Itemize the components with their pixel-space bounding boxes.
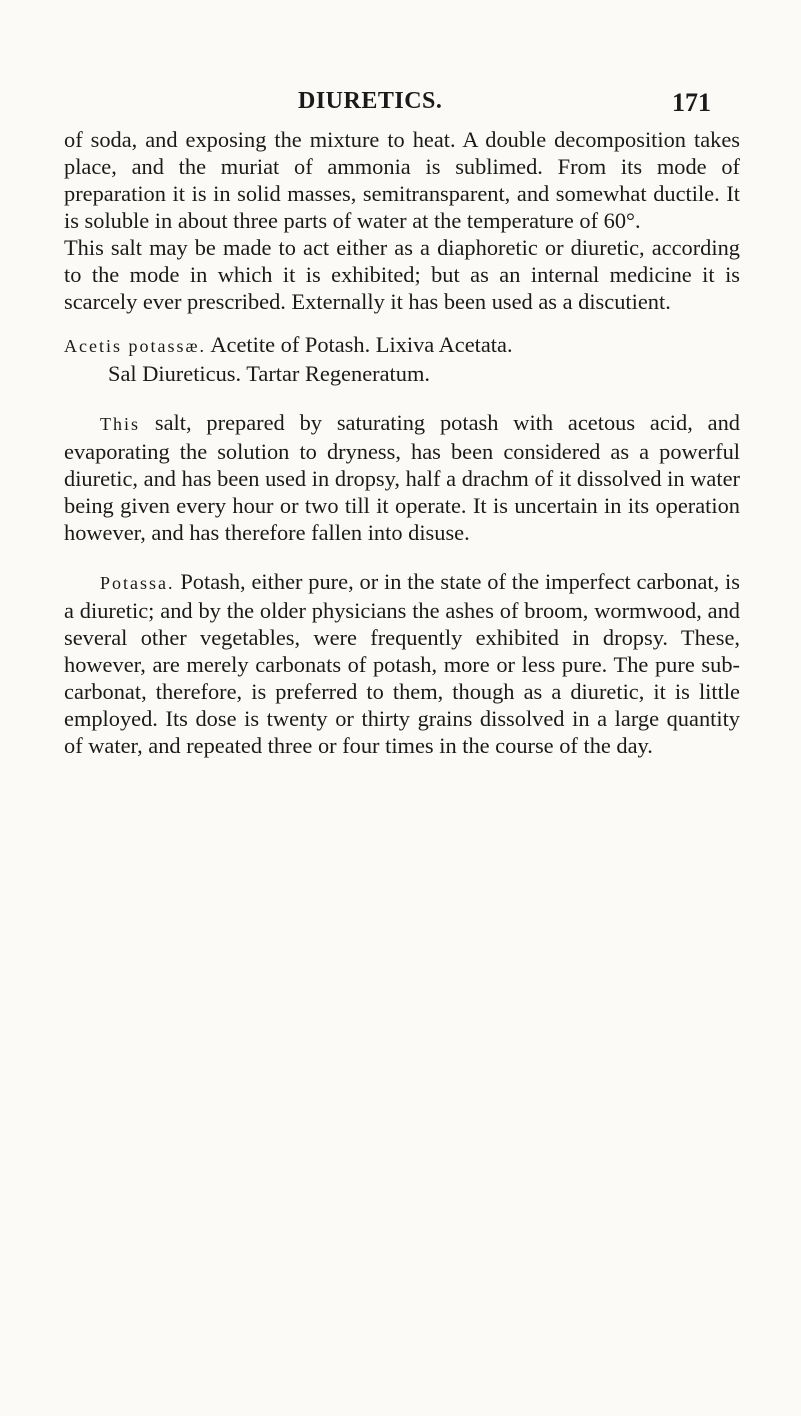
paragraph-acetite-description [64, 409, 740, 546]
page-number: 171 [672, 88, 711, 117]
body-text [64, 126, 740, 759]
entry-synonyms-line2: Sal Diureticus. Tartar Regeneratum. [108, 361, 430, 386]
running-title: DIURETICS. [298, 88, 443, 114]
running-head [0, 88, 801, 120]
entry-heading: Acetis potassæ. [64, 336, 206, 356]
entry-potassa [64, 568, 740, 759]
paragraph-diaphoretic: This salt may be made to act either as a diaphoretic or diuretic, according to the mode in which it is exhibited; but as an internal medicine it is scarcely ever prescribed. Externally it has been used as a discutient. [64, 235, 740, 314]
paragraph-potassa-text: Potash, either pure, or in the state of the imperfect carbonat, is a diuretic; and by the older physicians the ashes of broom, wormwood, and several other vegetables, were frequently exhibited in dropsy. These, however, are merely carbonats of potash, more or less pure. The pure sub-carbonat, therefore, is preferred to them, though as a diuretic, it is little employed. Its dose is twenty or thirty grains dissolved in a large quantity of water, and repeated three or four times in the course of the day. [64, 569, 740, 758]
entry-heading-potassa: Potassa. [100, 573, 175, 593]
paragraph-continuation: of soda, and exposing the mixture to heat. A double decomposition takes place, and the muriat of ammonia is sublimed. From its mode of preparation it is in solid masses, semitransparent, and somewhat ductile. It is soluble in about three parts of water at the temperature of 60°. [64, 127, 740, 233]
paragraph-lead-word: This [100, 414, 141, 434]
entry-acetis-potassae [64, 331, 740, 360]
entry-synonyms-line1: Acetite of Potash. Lixiva Acetata. [210, 332, 513, 357]
paragraph-acetite-text: salt, prepared by saturating potash with acetous acid, and evaporating the solution to dryness, has been considered as a powerful diuretic, and has been used in dropsy, half a drachm of it dissolved in water being given every hour or two till it operate. It is uncertain in its operation however, and has therefore fallen into disuse. [64, 410, 740, 545]
